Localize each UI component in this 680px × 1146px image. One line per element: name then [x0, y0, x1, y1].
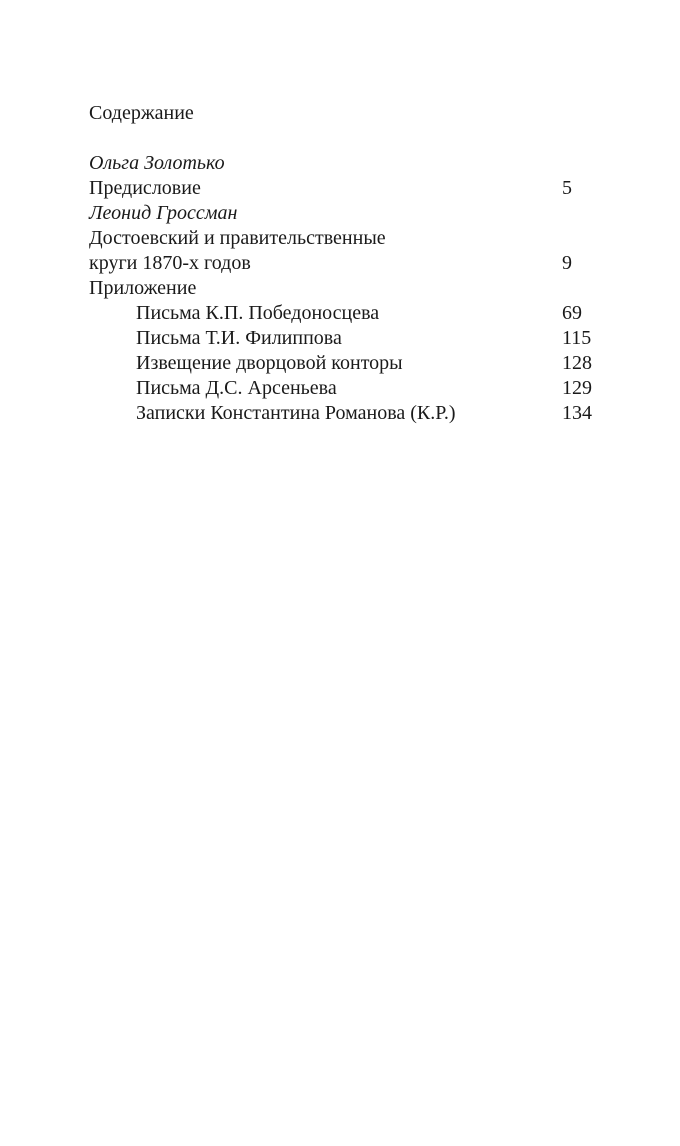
appendix-item: [89, 326, 609, 351]
entry-page-number: 5: [562, 177, 572, 199]
appendix-item-page: 128: [562, 352, 592, 374]
appendix-item: [89, 401, 609, 426]
appendix-item: [89, 301, 609, 326]
appendix-item-page: 129: [562, 377, 592, 399]
toc-author-line: [89, 201, 609, 226]
appendix-item-page: 134: [562, 402, 592, 424]
entry-title: круги 1870-х годов: [89, 252, 251, 274]
toc-entry: [89, 251, 609, 276]
appendix-item-title: Письма Т.И. Филиппова: [136, 327, 342, 349]
toc-author-line: [89, 151, 609, 176]
entry-page-number: 9: [562, 252, 572, 274]
table-of-contents: [89, 151, 609, 426]
appendix-item-title: Записки Константина Романова (К.Р.): [136, 402, 456, 424]
appendix-item: [89, 351, 609, 376]
appendix-label: Приложение: [89, 277, 197, 299]
appendix-item: [89, 376, 609, 401]
entry-title: Достоевский и правительственные: [89, 227, 386, 249]
appendix-item-page: 115: [562, 327, 592, 349]
entry-title: Предисловие: [89, 177, 201, 199]
toc-heading: Содержание: [89, 102, 194, 124]
author-name: Ольга Золотько: [89, 152, 225, 174]
appendix-item-title: Письма К.П. Победоносцева: [136, 302, 380, 324]
appendix-label-line: [89, 276, 609, 301]
appendix-item-title: Извещение дворцовой конторы: [136, 352, 403, 374]
toc-entry: [89, 176, 609, 201]
toc-entry-continued: [89, 226, 609, 251]
author-name: Леонид Гроссман: [89, 202, 238, 224]
appendix-item-title: Письма Д.С. Арсеньева: [136, 377, 337, 399]
appendix-item-page: 69: [562, 302, 582, 324]
